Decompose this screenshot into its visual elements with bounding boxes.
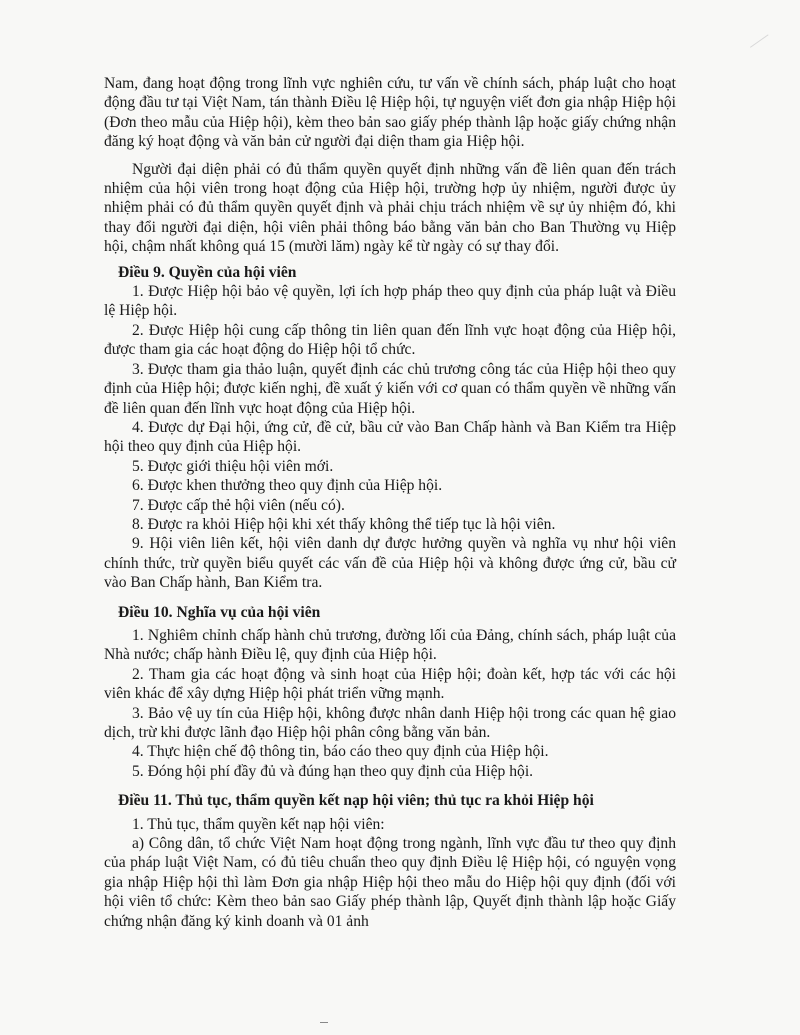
article-10-item: 2. Tham gia các hoạt động và sinh hoạt của Hiệp hội; đoàn kết, hợp tác với các hội viên khác để xây dựng Hiệp hội phát triển vững mạnh. bbox=[104, 665, 676, 703]
article-9-heading: Điều 9. Quyền của hội viên bbox=[118, 263, 297, 281]
article-9-item: 9. Hội viên liên kết, hội viên danh dự được hưởng quyền và nghĩa vụ như hội viên chính thức, trừ quyền biểu quyết các vấn đề của Hiệp hội và không được ứng cử, bầu cử vào Ban Chấp hành, Ban Kiểm tra. bbox=[104, 535, 676, 592]
article-9-item: 7. Được cấp thẻ hội viên (nếu có). bbox=[132, 496, 345, 514]
article-10-item: 4. Thực hiện chế độ thông tin, báo cáo theo quy định của Hiệp hội. bbox=[132, 743, 549, 761]
article-9-item: 6. Được khen thưởng theo quy định của Hiệp hội. bbox=[132, 477, 443, 495]
article-10-item: 3. Bảo vệ uy tín của Hiệp hội, không được nhân danh Hiệp hội trong các quan hệ giao dịch, trừ khi được lãnh đạo Hiệp hội phân công bằng văn bản. bbox=[104, 704, 676, 741]
article-10-item: 5. Đóng hội phí đầy đủ và đúng hạn theo quy định của Hiệp hội. bbox=[132, 762, 534, 780]
article-11-item: 1. Thủ tục, thẩm quyền kết nạp hội viên: bbox=[132, 815, 385, 833]
article-9-item: 4. Được dự Đại hội, ứng cử, đề cử, bầu cử vào Ban Chấp hành và Ban Kiểm tra Hiệp hội theo quy định của Hiệp hội. bbox=[104, 418, 676, 456]
document-body bbox=[104, 74, 676, 931]
paragraph-representative: Người đại diện phải có đủ thẩm quyền quyết định những vấn đề liên quan đến trách nhiệm của hội viên trong hoạt động của Hiệp hội, trường hợp ủy nhiệm, người được ủy nhiệm phải có đủ thẩm quyền quyết định và phải chịu trách nhiệm về sự ủy nhiệm đó, khi thay đổi người đại diện, hội viên phải thông báo bằng văn bản cho Ban Thường vụ Hiệp hội, chậm nhất không quá 15 (mười lăm) ngày kể từ ngày có sự thay đổi. bbox=[104, 160, 676, 256]
article-10-item: 1. Nghiêm chỉnh chấp hành chủ trương, đường lối của Đảng, chính sách, pháp luật của Nhà nước; chấp hành Điều lệ, quy định của Hiệp hội. bbox=[104, 626, 676, 664]
article-10-heading: Điều 10. Nghĩa vụ của hội viên bbox=[118, 603, 321, 621]
page-mark bbox=[320, 1022, 328, 1023]
article-9-item: 1. Được Hiệp hội bảo vệ quyền, lợi ích hợp pháp theo quy định của pháp luật và Điều lệ Hiệp hội. bbox=[104, 283, 676, 320]
scan-mark bbox=[750, 34, 772, 52]
paragraph-continued: Nam, đang hoạt động trong lĩnh vực nghiên cứu, tư vấn về chính sách, pháp luật cho hoạt động đầu tư tại Việt Nam, tán thành Điều lệ Hiệp hội, tự nguyện viết đơn gia nhập Hiệp hội (Đơn theo mẫu của Hiệp hội), kèm theo bản sao giấy phép thành lập hoặc giấy chứng nhận đăng ký hoạt động và văn bản cử người đại diện tham gia Hiệp hội. bbox=[104, 75, 676, 151]
article-9-item: 3. Được tham gia thảo luận, quyết định các chủ trương công tác của Hiệp hội theo quy định của Hiệp hội; được kiến nghị, đề xuất ý kiến với cơ quan có thẩm quyền về những vấn đề liên quan đến lĩnh vực hoạt động của Hiệp hội. bbox=[104, 360, 676, 417]
article-9-item: 8. Được ra khỏi Hiệp hội khi xét thấy không thể tiếp tục là hội viên. bbox=[132, 515, 556, 533]
article-9-item: 2. Được Hiệp hội cung cấp thông tin liên quan đến lĩnh vực hoạt động của Hiệp hội, được tham gia các hoạt động do Hiệp hội tổ chức. bbox=[104, 321, 676, 359]
article-11-heading: Điều 11. Thủ tục, thẩm quyền kết nạp hội viên; thủ tục ra khỏi Hiệp hội bbox=[118, 792, 594, 810]
article-9-item: 5. Được giới thiệu hội viên mới. bbox=[132, 457, 334, 475]
article-11-item: a) Công dân, tổ chức Việt Nam hoạt động trong ngành, lĩnh vực đầu tư theo quy định của pháp luật Việt Nam, có đủ tiêu chuẩn theo quy định Điều lệ Hiệp hội, có nguyện vọng gia nhập Hiệp hội thì làm Đơn gia nhập Hiệp hội theo mẫu do Hiệp hội quy định (đối với hội viên tổ chức: Kèm theo bản sao Giấy phép thành lập, Quyết định thành lập hoặc Giấy chứng nhận đăng ký kinh doanh và 01 ảnh bbox=[104, 835, 676, 930]
